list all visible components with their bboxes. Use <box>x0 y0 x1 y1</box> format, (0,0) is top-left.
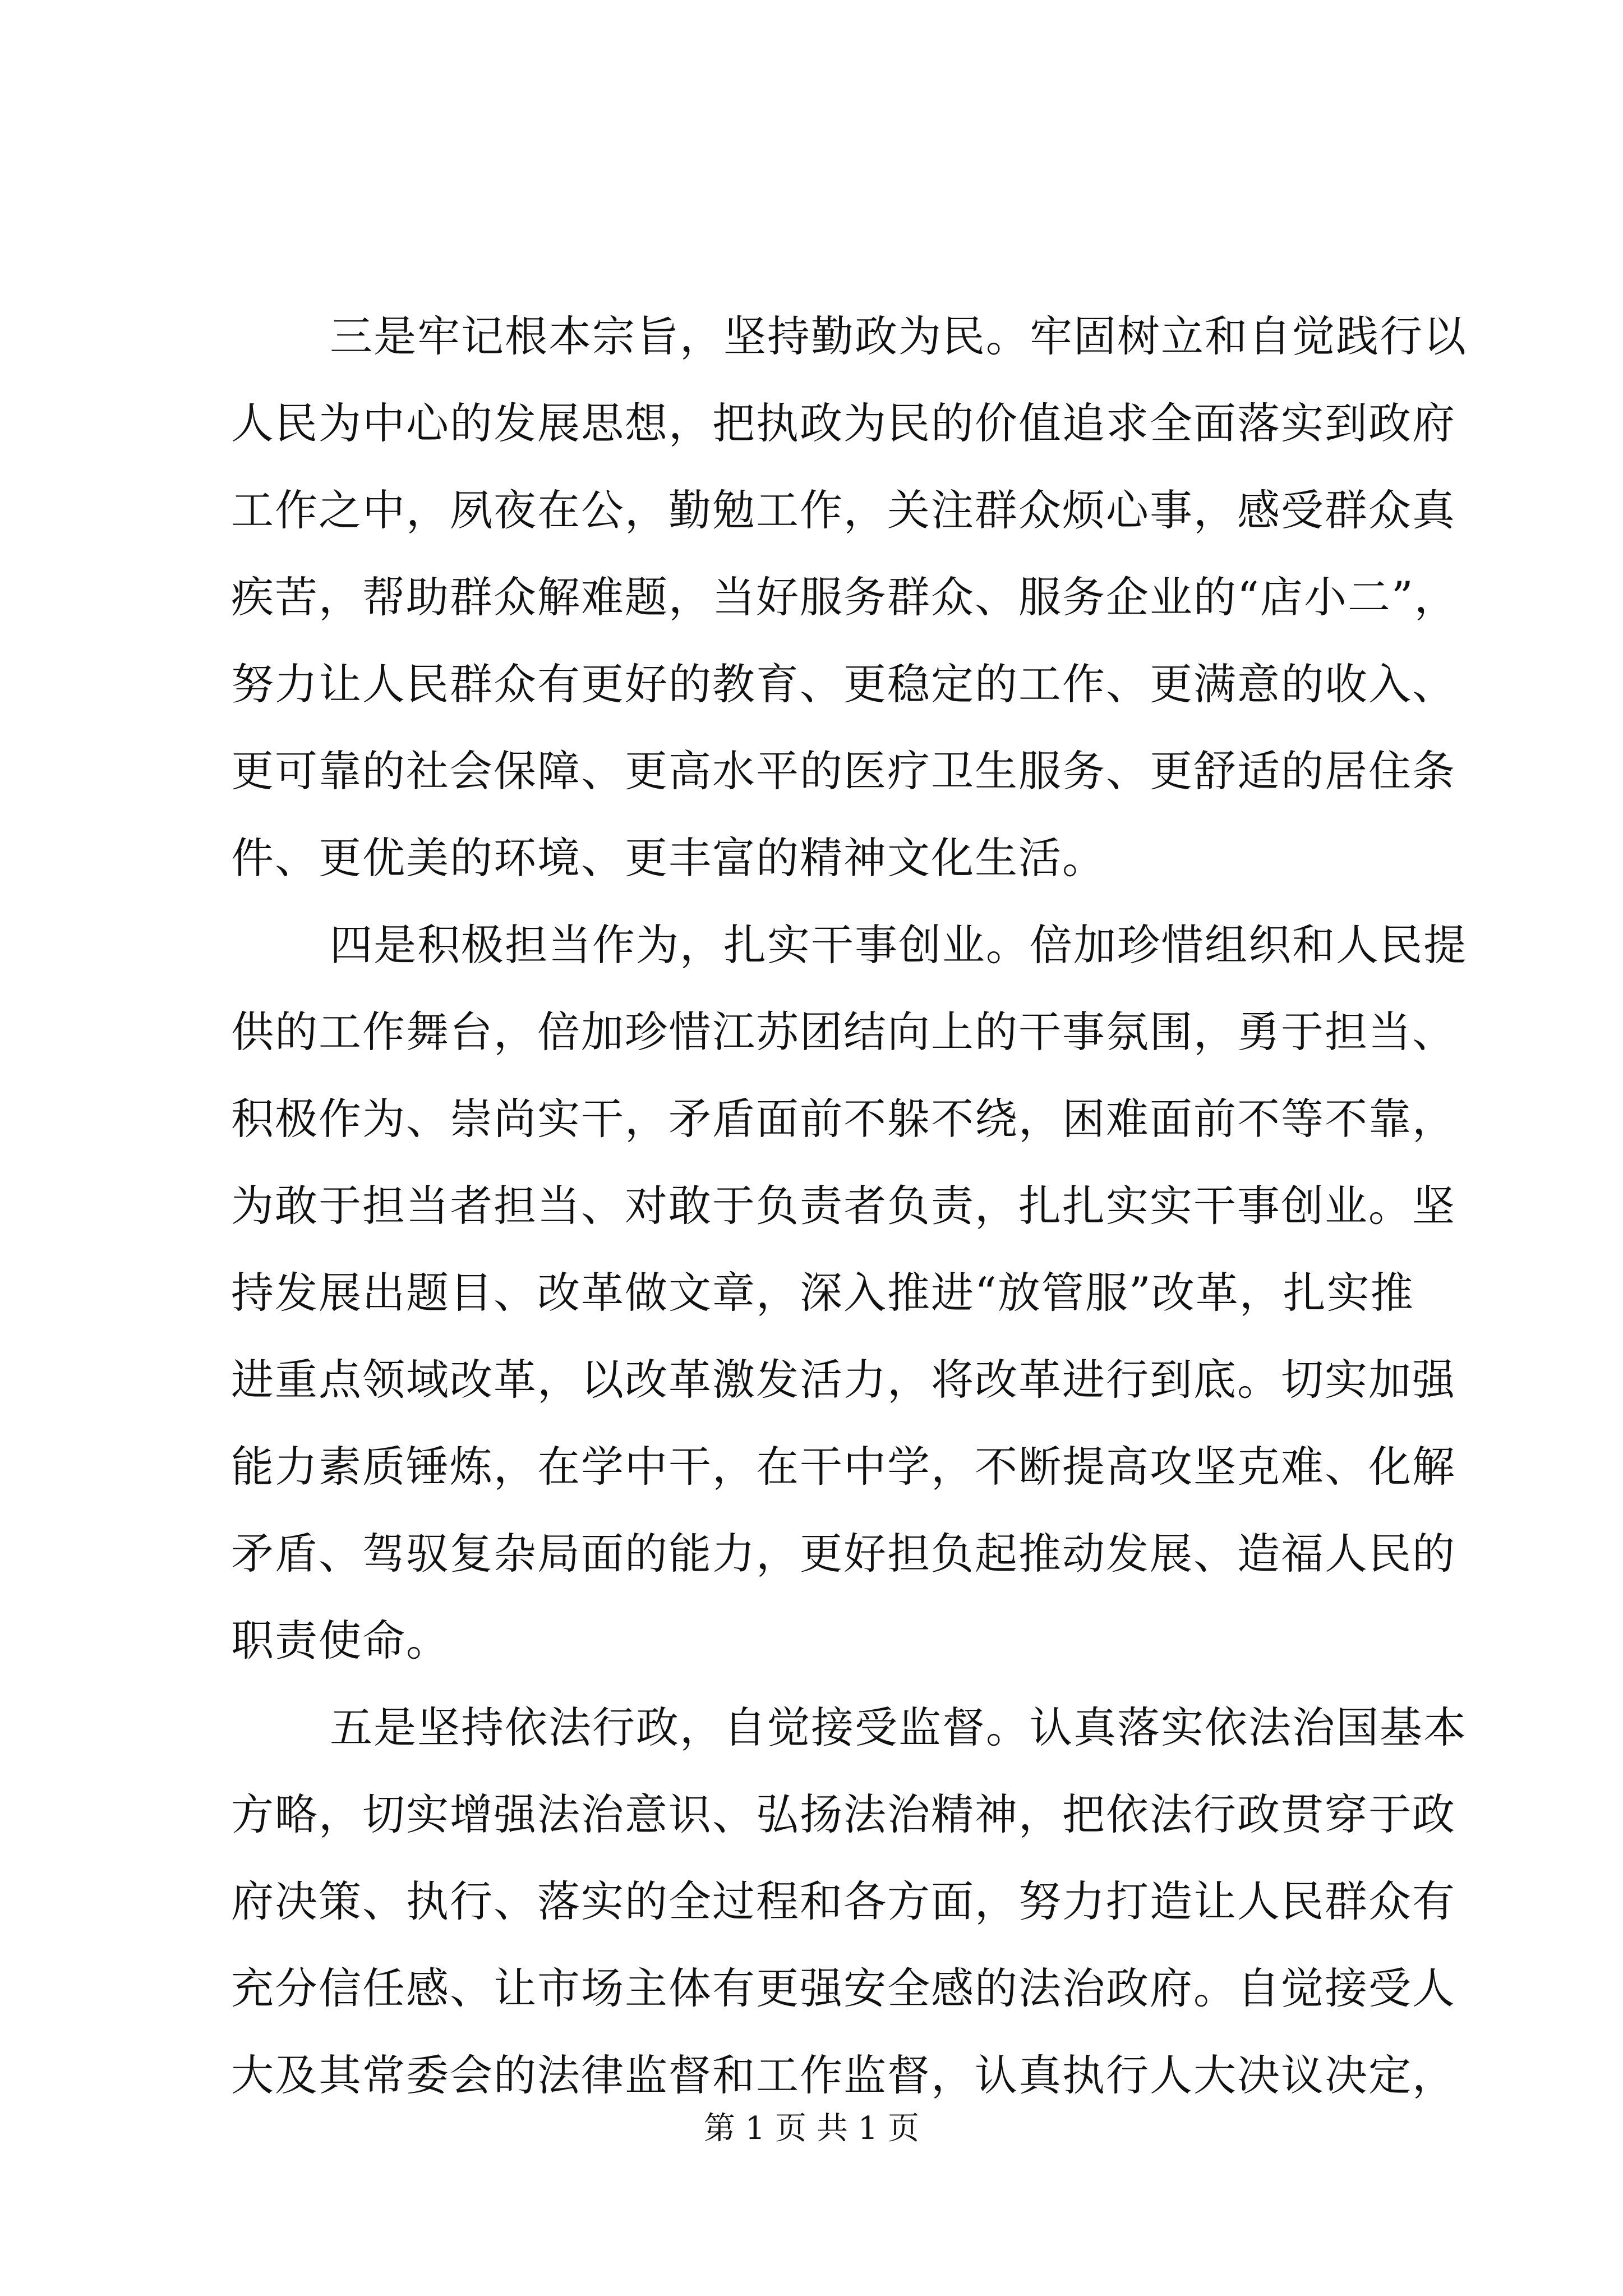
paragraph-line: 持发展出题目、改革做文章，深入推进“放管服”改革，扎实推 <box>231 1268 1414 1318</box>
paragraph-line: 四是积极担当作为，扎实干事创业。倍加珍惜组织和人民提 <box>330 920 1467 970</box>
paragraph-line: 为敢于担当者担当、对敢于负责者负责，扎扎实实干事创业。坚 <box>231 1181 1456 1231</box>
paragraph-line: 积极作为、崇尚实干，矛盾面前不躲不绕，困难面前不等不靠， <box>231 1094 1456 1144</box>
paragraph-line: 府决策、执行、落实的全过程和各方面，努力打造让人民群众有 <box>231 1876 1456 1926</box>
document-body <box>231 293 1467 2119</box>
paragraph-line: 能力素质锤炼，在学中干，在干中学，不断提高攻坚克难、化解 <box>231 1442 1456 1492</box>
paragraph-line: 疾苦，帮助群众解难题，当好服务群众、服务企业的“店小二”， <box>231 572 1458 622</box>
paragraph-line: 矛盾、驾驭复杂局面的能力，更好担负起推动发展、造福人民的 <box>231 1529 1456 1579</box>
paragraph-line: 工作之中，夙夜在公，勤勉工作，关注群众烦心事，感受群众真 <box>231 485 1456 535</box>
paragraph-line: 努力让人民群众有更好的教育、更稳定的工作、更满意的收入、 <box>231 659 1456 709</box>
paragraph-line: 件、更优美的环境、更丰富的精神文化生活。 <box>231 833 1106 883</box>
paragraph-line: 三是牢记根本宗旨，坚持勤政为民。牢固树立和自觉践行以 <box>330 311 1467 361</box>
paragraph-line: 人民为中心的发展思想，把执政为民的价值追求全面落实到政府 <box>231 398 1456 448</box>
paragraph-line: 方略，切实增强法治意识、弘扬法治精神，把依法行政贯穿于政 <box>231 1789 1456 1839</box>
page-number-footer: 第 1 页 共 1 页 <box>703 2110 920 2147</box>
paragraph-line: 更可靠的社会保障、更高水平的医疗卫生服务、更舒适的居住条 <box>231 746 1456 796</box>
paragraph-line: 职责使命。 <box>231 1616 450 1665</box>
paragraph-line: 供的工作舞台，倍加珍惜江苏团结向上的干事氛围，勇于担当、 <box>231 1007 1456 1057</box>
paragraph-line: 大及其常委会的法律监督和工作监督，认真执行人大决议决定， <box>231 2050 1456 2100</box>
paragraph-line: 充分信任感、让市场主体有更强安全感的法治政府。自觉接受人 <box>231 1963 1456 2013</box>
paragraph-line: 五是坚持依法行政，自觉接受监督。认真落实依法治国基本 <box>330 1703 1467 1752</box>
paragraph-line: 进重点领域改革，以改革激发活力，将改革进行到底。切实加强 <box>231 1355 1456 1405</box>
